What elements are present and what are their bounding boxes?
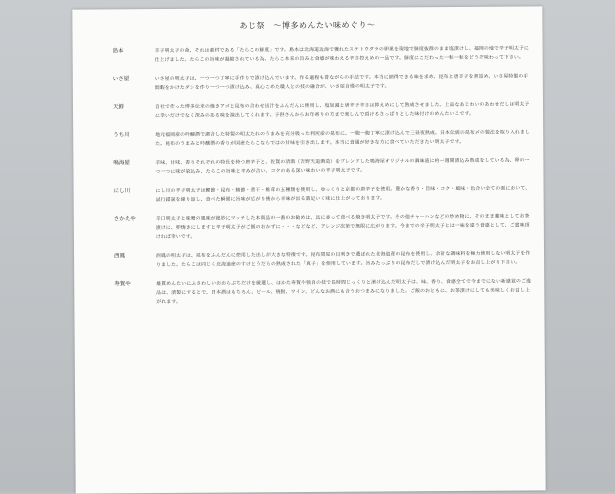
shop-description: 西鳳の明太子は、昆布をふんだんに使用した出しが大きな特徴です。昆布問屋の目利きで選ばれた北海道産の昆布を使用し、余計な調味料を極力使用しない明太子を作りました。たらこは同じく北海道産のすけとうだらの熟成された「真子」を使用しています。旨みたっぷりの昆布だしで漬け込んだ明太子をお召し上がり下さい。: [156, 251, 531, 269]
shop-name: 島本: [112, 48, 124, 55]
document-page: [72, 6, 545, 493]
shop-description: 辛味、甘味、香りそれぞれの特長を持つ唐辛子と、佐賀の清酒（吉野天道酒造）をブレンドした鳴海屋オリジナルの調味液に約一週間漬込み熟成をしている為、卵の一つ一つに味が染込み、たらこの旨味と辛みが合い、コクのある深い味わいの辛子明太子です。: [155, 158, 530, 176]
list-item: [113, 44, 533, 65]
shop-list: [113, 44, 535, 317]
shop-name: 天鮮: [112, 104, 125, 111]
list-item: [114, 277, 534, 307]
list-item: [114, 212, 534, 242]
shop-description: いさ屋の明太子は、一つ一つ丁寧に手作りで漬け込んでいます。作る過程も昔ながらの手法です。本当に納得できる味を求め、昆布と唐辛子を煮詰め、いさ屋特製の手間暇をかけたダシを作り一つ一つ漬け込み、真心こめた職人との技の融合が、いさ屋自慢の明太子です。: [154, 74, 529, 92]
list-item: [113, 128, 533, 149]
shop-name: 鳴海屋: [113, 160, 130, 167]
shop-description: 辛子明太子の命、それは素材である「たらこの鮮度」です。島本は北海道近海で獲れたスケトウダラの卵巣を現地で鮮度抜群のまま塩漬けし、福岡の地で辛子明太子に仕上げました。たらこの旨味が凝縮されている為、たらこ本来の旨みと食感が味わえる辛さ控えめの一品です。鮮度にこだわった一粒一粒をどうぞ味わって下さい。: [154, 46, 529, 64]
list-item: [113, 156, 533, 177]
shop-name: 寿賀や: [114, 281, 131, 288]
list-item: [113, 72, 533, 93]
shop-description: 地元福岡産の吟醸酒で調合した特製の明太たれのうまみを充分吸った利尻産の昆布に、一腹一腹丁寧に漬け込んで三昼夜熟成。日本伝統の昆布〆の製法を取り入れました。昆布のうまみと吟醸酒の香りが国産たらこならではの甘味を引き出します。本当に食通が好きな方に食べていただきたい明太子です。: [155, 130, 530, 148]
shop-name: にし川: [113, 188, 131, 195]
list-item: [114, 249, 534, 270]
shop-description: にし川の辛子明太子は鰹節・昆布・鯖節・煮干・椎茸の五種類を使用し、ゆっくりと京都の唐辛子を使用。豊かな香り・旨味・コク・風味・色合い全ての面において、試行錯誤を繰り返し、食べた瞬間に旨味が広がり後から辛味が出る満足いく味に仕上がっております。: [155, 186, 531, 204]
shop-name: 西鳳: [114, 253, 126, 260]
list-item: [113, 100, 533, 121]
shop-description: 雄貫めんたいにふさわしいおおらぶちだけを厳選し、ほかた寿賀や独自の技で長時間じっくりと漬け込んだ明太子は、味、香り、食感全てで今までにない新感覚のご逸品は、漬製にするとで、日本酒はもちろん、ビール、焼酎、ワイン、どんなお酒にも合うおつまみになりました。ご飯のおともに、お茶漬けにしても美味しくお召し上がれます。: [156, 279, 532, 306]
shop-description: 自社で作った博多伝来の焼きアゴと昆布の合わせ出汁をふんだんに使用し、塩加減と唐辛子辛さは抑えめにして熟成させました。上品なあじわいのあわせだしは明太子に幸いだけでなく深みのある味を演出してくれます。子供さんからお年寄りの方まで楽しんで頂けるさっぱりとした味付けのめんたいこです。: [154, 102, 530, 120]
shop-name: うち川: [113, 132, 130, 139]
document-title: あじ祭 〜博多めんたい味めぐり〜: [239, 20, 376, 31]
shop-name: いさ屋: [112, 76, 130, 83]
shop-description: 辛口明太子と味噌の風味が絶妙にマッチした本商品の一番のお勧めは、具に並って食べる焼き明太子です。その他チャーハンなどの炒め物に、そのまま薬味としてお茶漬けに、卵焼きにしますと辛子明太子がご飯のおかずに・・・などなど、アレンジ次第で無限に広がります。今までの辛子明太子とは一味を違う食感として、ご賞味頂ければ幸いです。: [155, 214, 530, 241]
shop-name: さかえや: [113, 216, 136, 223]
list-item: [114, 184, 534, 205]
